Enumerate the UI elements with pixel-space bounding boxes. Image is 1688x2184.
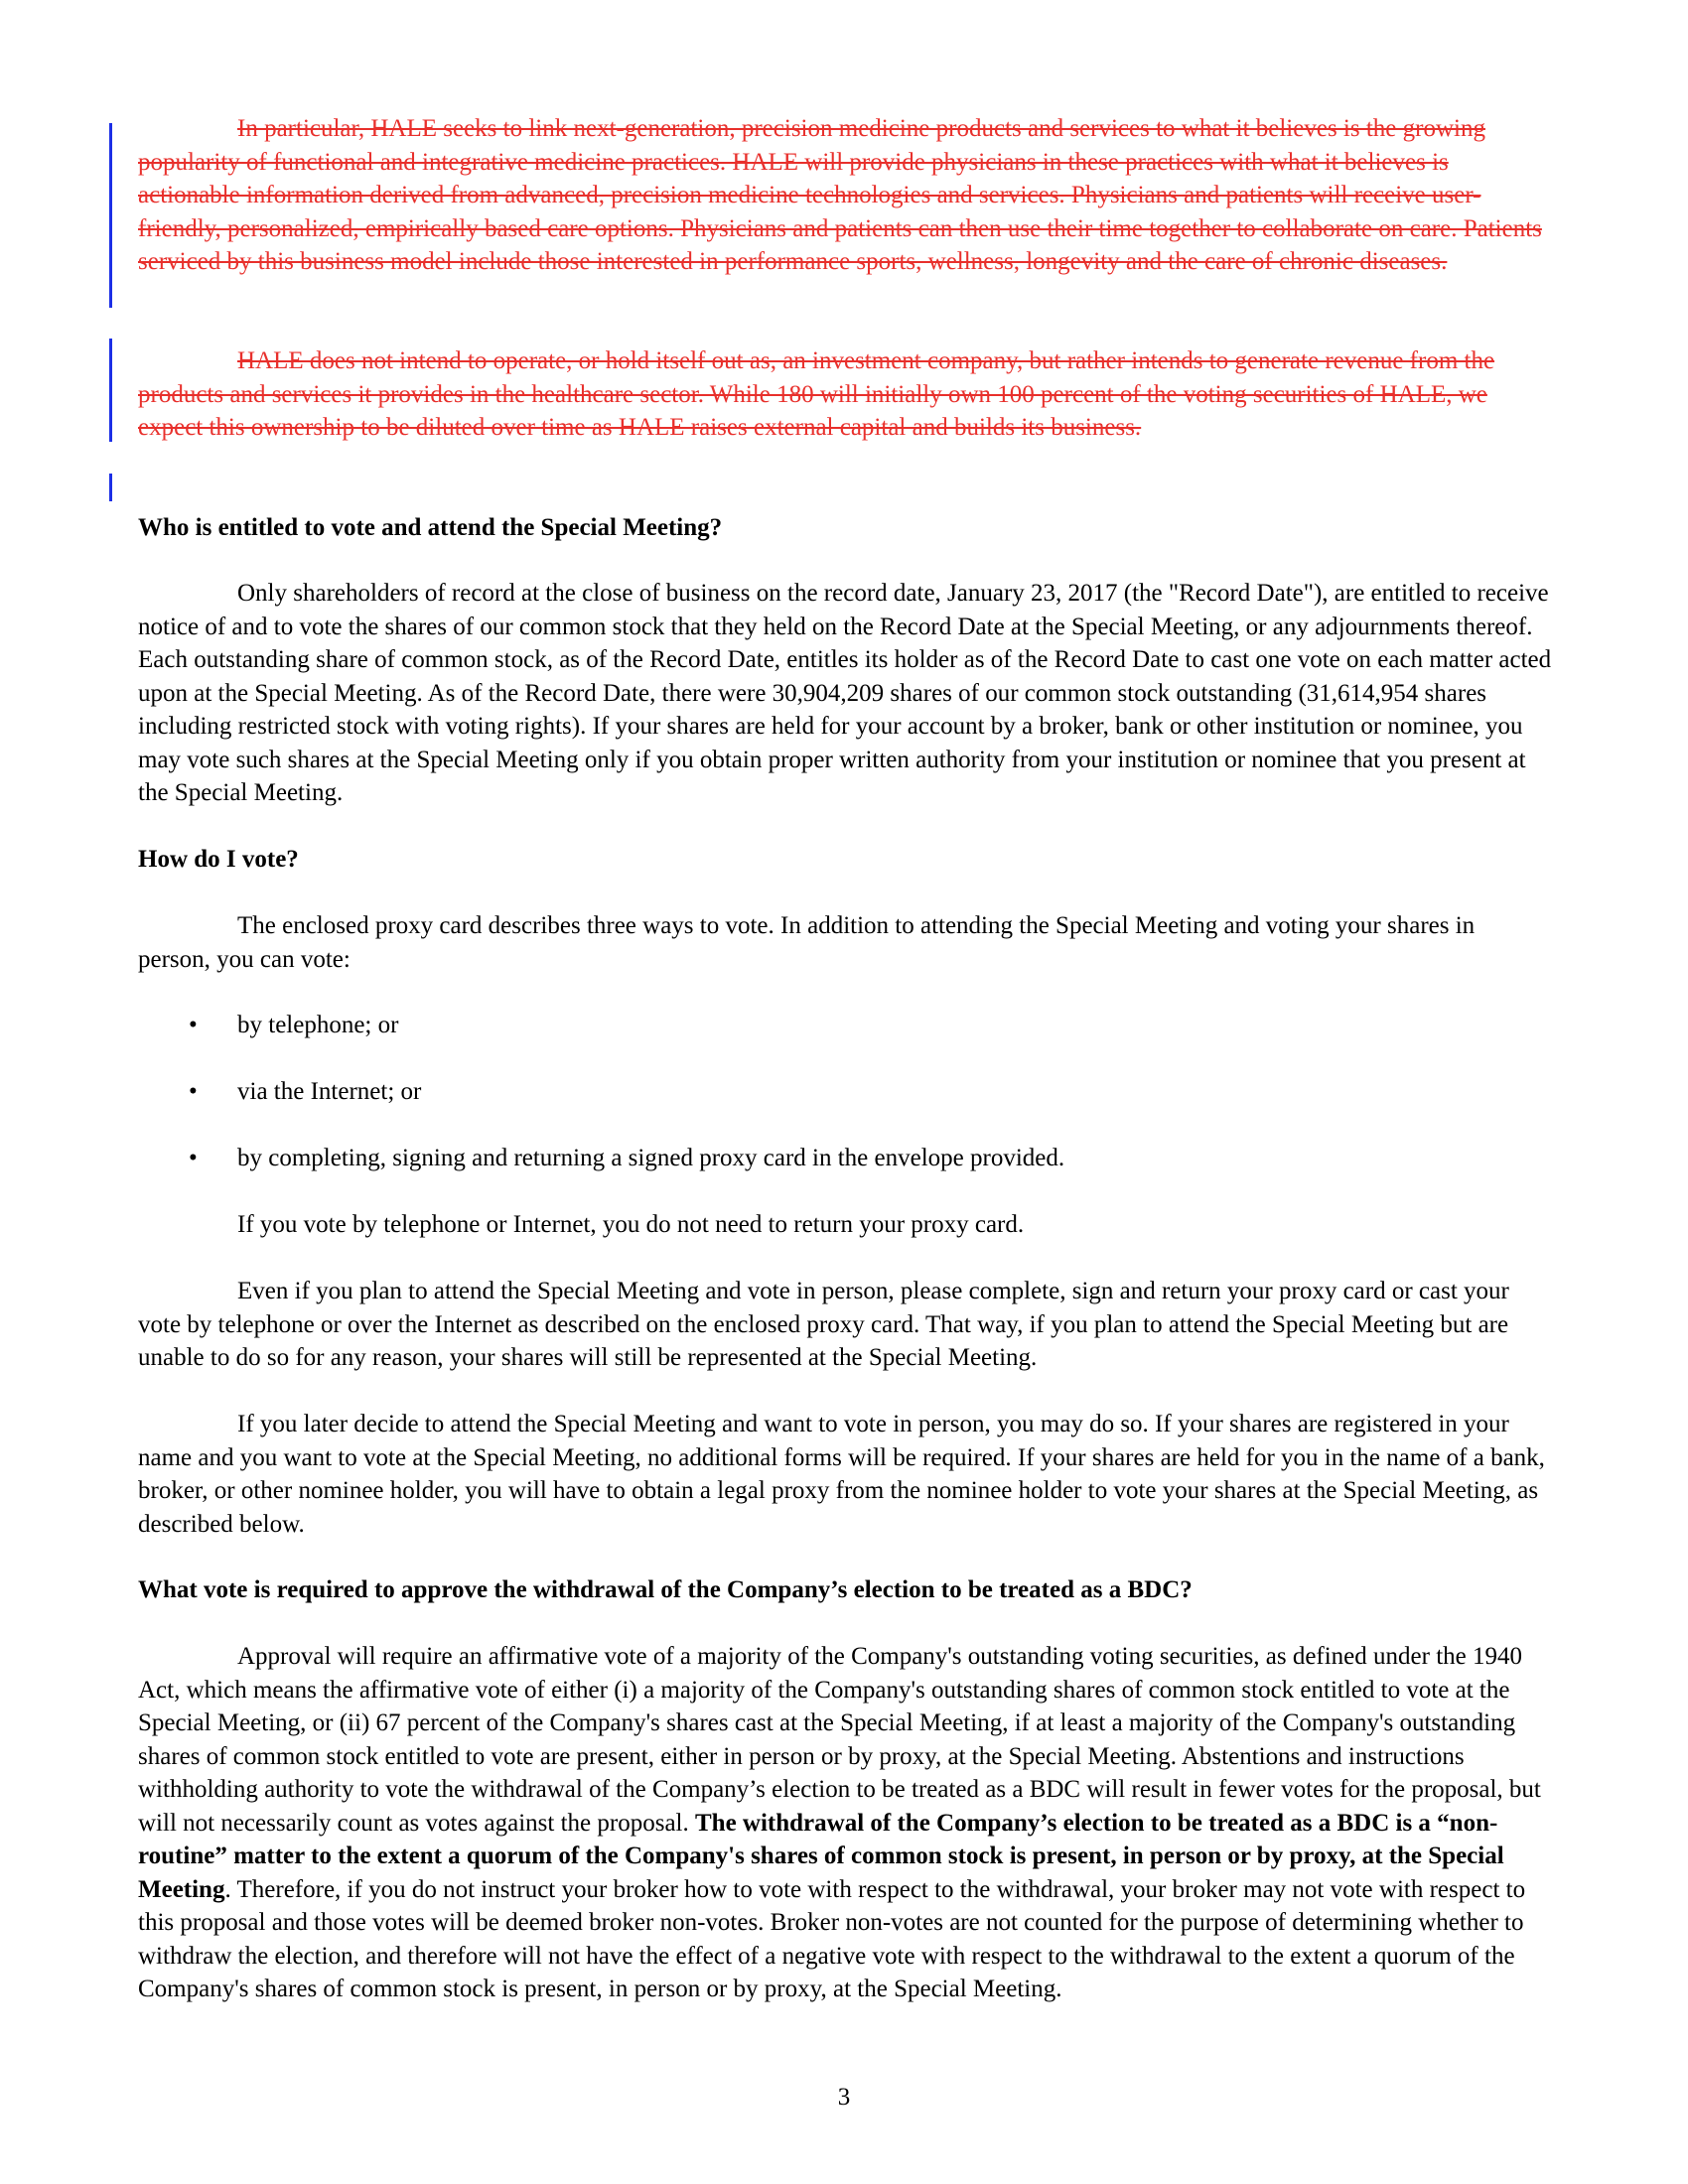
paragraph-entitled — [138, 577, 1553, 810]
bullet-icon: • — [189, 1078, 198, 1105]
deleted-paragraph-2 — [138, 344, 1553, 445]
paragraph-required — [138, 1640, 1553, 2006]
list-item-text: by completing, signing and returning a signed proxy card in the envelope provided. — [237, 1145, 1065, 1171]
section-heading-how — [138, 843, 1553, 877]
change-bar — [109, 474, 112, 501]
change-bar — [109, 339, 112, 442]
body-text: If you later decide to attend the Special Meeting and want to vote in person, you may do so. If your shares are registered in your name and you want to vote at the Special Meeting, no additional forms will be required. If your shares are held for you in the name of a bank, broker, or other nominee holder, you will have to obtain a legal proxy from the nominee holder to vote your shares at the Special Meeting, as described below. — [138, 1411, 1545, 1538]
body-text: Even if you plan to attend the Special Meeting and vote in person, please complete, sign and return your proxy card or cast your vote by telephone or over the Internet as described on the enclosed proxy card. That way, if you plan to attend the Special Meeting but are unable to do so for any reason, your shares will still be represented at the Special Meeting. — [138, 1278, 1509, 1371]
bullet-icon: • — [189, 1012, 198, 1038]
paragraph-how-intro — [138, 909, 1553, 976]
deleted-text: HALE does not intend to operate, or hold itself out as, an investment company, but rather intends to generate revenue from the products and services it provides in the healthcare sector. While 180 will initially own 100 percent of the voting securities of HALE, we expect this ownership to be diluted over time as HALE raises external capital and builds its business. — [138, 347, 1495, 441]
bold-text: The withdrawal of the Company’s election to be treated as a BDC is a “non-routine” matter to the extent a quorum of the Company's shares of common stock is present, in person or by proxy, at the Special Meeting — [138, 1809, 1504, 1903]
page-number: 3 — [837, 2084, 851, 2111]
body-text-part: . Therefore, if you do not instruct your broker how to vote with respect to the withdrawal, your broker may not vote with respect to this proposal and those votes will be deemed broker non-votes. Broker non-votes are not counted for the purpose of determining whether to withdraw the election, and therefore will not have the effect of a negative vote with respect to the withdrawal to the extent a quorum of the Company's shares of common stock is present, in person or by proxy, at the Special Meeting. — [138, 1875, 1526, 2002]
body-text: Only shareholders of record at the close of business on the record date, January 23, 2017 (the "Record Date"), are entitled to receive notice of and to vote the shares of our common stock that they held on the Record Date at the Special Meeting, or any adjournments thereof. Each outstanding share of common stock, as of the Record Date, entitles its holder as of the Record Date to cast one vote on each matter acted upon at the Special Meeting. As of the Record Date, there were 30,904,209 shares of our common stock outstanding (31,614,954 shares including restricted stock with voting rights). If your shares are held for your account by a broker, bank or other institution or nominee, you may vote such shares at the Special Meeting only if you obtain proper written authority from your institution or nominee that you present at the Special Meeting. — [138, 580, 1552, 806]
section-heading-required — [138, 1573, 1553, 1607]
section-heading-entitled — [138, 511, 1553, 545]
deleted-paragraph-1 — [138, 112, 1553, 279]
heading: What vote is required to approve the withdrawal of the Company’s election to be treated as a BDC? — [138, 1576, 1193, 1603]
list-item-text: by telephone; or — [237, 1012, 399, 1038]
list-item-text: via the Internet; or — [237, 1078, 422, 1105]
body-text — [138, 1640, 1553, 2006]
body-text-part: Approval will require an affirmative vote of a majority of the Company's outstanding voting securities, as defined under the 1940 Act, which means the affirmative vote of either (i) a majority of the Company's outstanding shares of common stock entitled to vote at the Special Meeting, or (ii) 67 percent of the Company's shares cast at the Special Meeting, if at least a majority of the Company's outstanding shares of common stock entitled to vote are present, either in person or by proxy, at the Special Meeting. Abstentions and instructions withholding authority to vote the withdrawal of the Company’s election to be treated as a BDC will result in fewer votes for the proposal, but will not necessarily count as votes against the proposal. — [138, 1643, 1541, 1837]
change-bar — [109, 123, 112, 308]
heading: Who is entitled to vote and attend the Special Meeting? — [138, 514, 723, 541]
paragraph-even — [138, 1275, 1553, 1375]
paragraph-phone — [138, 1208, 1553, 1242]
paragraph-later — [138, 1408, 1553, 1541]
bullet-icon: • — [189, 1145, 198, 1171]
heading: How do I vote? — [138, 846, 299, 873]
body-text: If you vote by telephone or Internet, you do not need to return your proxy card. — [237, 1211, 1025, 1238]
deleted-text: In particular, HALE seeks to link next-generation, precision medicine products and services to what it believes is the growing popularity of functional and integrative medicine practices. HALE will provide physicians in these practices with what it believes is actionable information derived from advanced, precision medicine technologies and services. Physicians and patients will receive user-friendly, personalized, empirically based care options. Physicians and patients can then use their time together to collaborate on care. Patients serviced by this business model include those interested in performance sports, wellness, longevity and the care of chronic diseases. — [138, 115, 1542, 275]
body-text: The enclosed proxy card describes three ways to vote. In addition to attending the Special Meeting and voting your shares in person, you can vote: — [138, 912, 1476, 973]
